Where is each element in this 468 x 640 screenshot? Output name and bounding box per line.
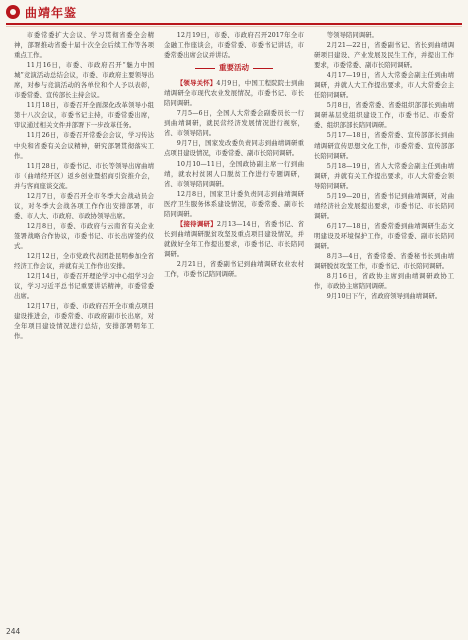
paragraph-text: 12月7日，市委召开全市冬季大会战动员会议，对冬季大会战各项工作作出安排部署，市委、市人大、市政府、市政协领导出席。: [14, 191, 154, 220]
paragraph: [314, 291, 454, 301]
paragraph-text: 6月17—18日，省委常委到曲靖调研生态文明建设及环境保护工作，市委常委、副市长陪同调研。: [314, 221, 454, 250]
paragraph: [314, 271, 454, 291]
paragraph: [314, 100, 454, 130]
section-heading: [164, 62, 304, 74]
header-rule: [6, 23, 462, 25]
paragraph-text: 11月28日，市委书记、市长等领导出席曲靖市（曲靖经开区）返乡创业暨招商引资推介会，并与客商座谈交流。: [14, 161, 154, 190]
paragraph-text: 2月21日，省委副书记到曲靖调研农业农村工作，市委书记陪同调研。: [164, 259, 304, 279]
paragraph: [314, 40, 454, 70]
paragraph-text: 12月12日，全市党政代表团赴昆明参加全省经济工作会议，并就有关工作作出安排。: [14, 252, 154, 271]
text-column-1: [14, 30, 154, 625]
paragraph-text: 9月10日下午，省政府领导到曲靖调研。: [326, 292, 442, 301]
paragraph: [164, 259, 304, 279]
paragraph: [314, 30, 454, 40]
paragraph-text: 12月8日，市委、市政府与云南省有关企业签署战略合作协议，市委书记、市长出席签约仪式。: [14, 221, 154, 250]
paragraph: [14, 100, 154, 130]
paragraph-text: 4月17—19日，省人大常委会副主任到曲靖调研，并就人大工作提出要求，市人大常委会主任陪同调研。: [314, 71, 454, 100]
paragraph-text: 5月19—20日，省委书记到曲靖调研，对曲靖经济社会发展提出要求，市委书记、市长陪同调研。: [314, 191, 454, 220]
paragraph-text: 8月16日，省政协主席到曲靖调研政协工作，市政协主席陪同调研。: [314, 272, 454, 291]
paragraph: [14, 191, 154, 221]
page-header: [6, 4, 462, 26]
paragraph-text: 4月9日，中国工程院院士到曲靖调研全市现代农业发展情况，市委书记、市长陪同调研。: [164, 79, 304, 108]
paragraph: [14, 251, 154, 271]
paragraph-text: 7月5—6日，全国人大常委会副委员长一行到曲靖调研，就民营经济发展情况进行视察，省、市领导陪同。: [164, 109, 304, 138]
paragraph-text: 12月14日，市委召开理论学习中心组学习会议，学习习近平总书记重要讲话精神，市委常委出席。: [14, 272, 154, 301]
paragraph: [164, 189, 304, 219]
paragraph: [314, 70, 454, 100]
header-rule-thin: [6, 26, 462, 27]
subsection-label: 【接待调研】: [176, 219, 217, 228]
paragraph-text: 12月8日，国家卫计委负责同志到曲靖调研医疗卫生服务体系建设情况，市委常委、副市长陪同调研。: [164, 189, 304, 218]
paragraph-text: 11月16日，市委、市政府召开“魅力中国城”竞演活动总结会议，市委、市政府主要领导出席，对参与竞演活动的各单位和个人予以表彰，市委常委、宣传部长主持会议。: [14, 61, 154, 100]
paragraph: [164, 78, 304, 108]
paragraph: [14, 161, 154, 191]
paragraph-text: 12月17日，市委、市政府召开全市重点项目建设推进会，市委常委、市政府副市长出席，对全年项目建设情况进行总结，安排部署明年工作。: [14, 302, 154, 341]
paragraph-text: 2月13—14日，省委书记、省长到曲靖调研脱贫攻坚及重点项目建设情况，并就做好全年工作提出要求，市委书记、市长陪同调研。: [164, 219, 304, 258]
paragraph-text: 11月26日，市委召开常委会会议，学习传达中央和省委有关会议精神，研究部署贯彻落实工作。: [14, 131, 154, 160]
paragraph: [14, 271, 154, 301]
paragraph: [164, 138, 304, 158]
paragraph: [164, 30, 304, 60]
paragraph-text: 5月17—18日，省委常委、宣传部部长到曲靖调研宣传思想文化工作，市委常委、宣传部部长陪同调研。: [314, 131, 454, 160]
paragraph: [314, 251, 454, 271]
section-heading-text: 重要活动: [219, 63, 249, 73]
paragraph-text: 5月8日，省委常委、省委组织部部长到曲靖调研基层党组织建设工作，市委书记、市委常委、组织部部长陪同调研。: [314, 101, 454, 130]
paragraph: [314, 161, 454, 191]
paragraph: [314, 191, 454, 221]
paragraph: [14, 60, 154, 100]
yearbook-title: 曲靖年鉴: [25, 6, 78, 20]
paragraph: [14, 30, 154, 60]
page-number: 244: [6, 627, 21, 636]
paragraph-text: 8月3—4日，省委常委、省委秘书长到曲靖调研脱贫攻坚工作，市委书记、市长陪同调研。: [314, 252, 454, 271]
paragraph: [314, 221, 454, 251]
paragraph-text: 11月18日，市委召开全面深化改革领导小组第十八次会议，市委书记主持，市委常委出席，审议通过相关文件并部署下一步改革任务。: [14, 101, 154, 130]
yearbook-logo-icon: [6, 5, 20, 19]
paragraph: [14, 130, 154, 160]
paragraph-text: 等领导陪同调研。: [326, 31, 378, 39]
paragraph-text: 12月19日，市委、市政府召开2017年全市金融工作座谈会，市委常委、市委书记讲话，市委常委出席会议并讲话。: [164, 31, 304, 60]
paragraph-text: 9月7日，国家发改委负责同志到曲靖调研重点项目建设情况，市委常委、副市长陪同调研。: [164, 139, 304, 158]
subsection-label: 【领导关怀】: [176, 79, 217, 88]
paragraph: [314, 130, 454, 160]
paragraph-text: 2月21—22日，省委副书记、省长到曲靖调研项目建设、产业发展及民生工作，并提出工作要求，市委常委、副市长陪同调研。: [314, 41, 454, 70]
text-column-2: [164, 30, 304, 625]
paragraph-text: 5月18—19日，省人大常委会副主任到曲靖调研，并就有关工作提出要求，市人大常委会领导陪同调研。: [314, 161, 454, 190]
paragraph-text: 市委常委扩大会议、学习贯彻省委全会精神，部署推动省委十届十次全会后续工作等各项重点工作。: [14, 31, 154, 60]
paragraph: [14, 301, 154, 341]
paragraph: [164, 108, 304, 138]
paragraph-text: 10月10—11日，全国政协副主席一行到曲靖，就农村贫困人口脱贫工作进行专题调研，省、市领导陪同调研。: [164, 159, 304, 188]
paragraph: [164, 159, 304, 189]
paragraph: [164, 219, 304, 259]
paragraph: [14, 221, 154, 251]
text-column-3: [314, 30, 454, 625]
